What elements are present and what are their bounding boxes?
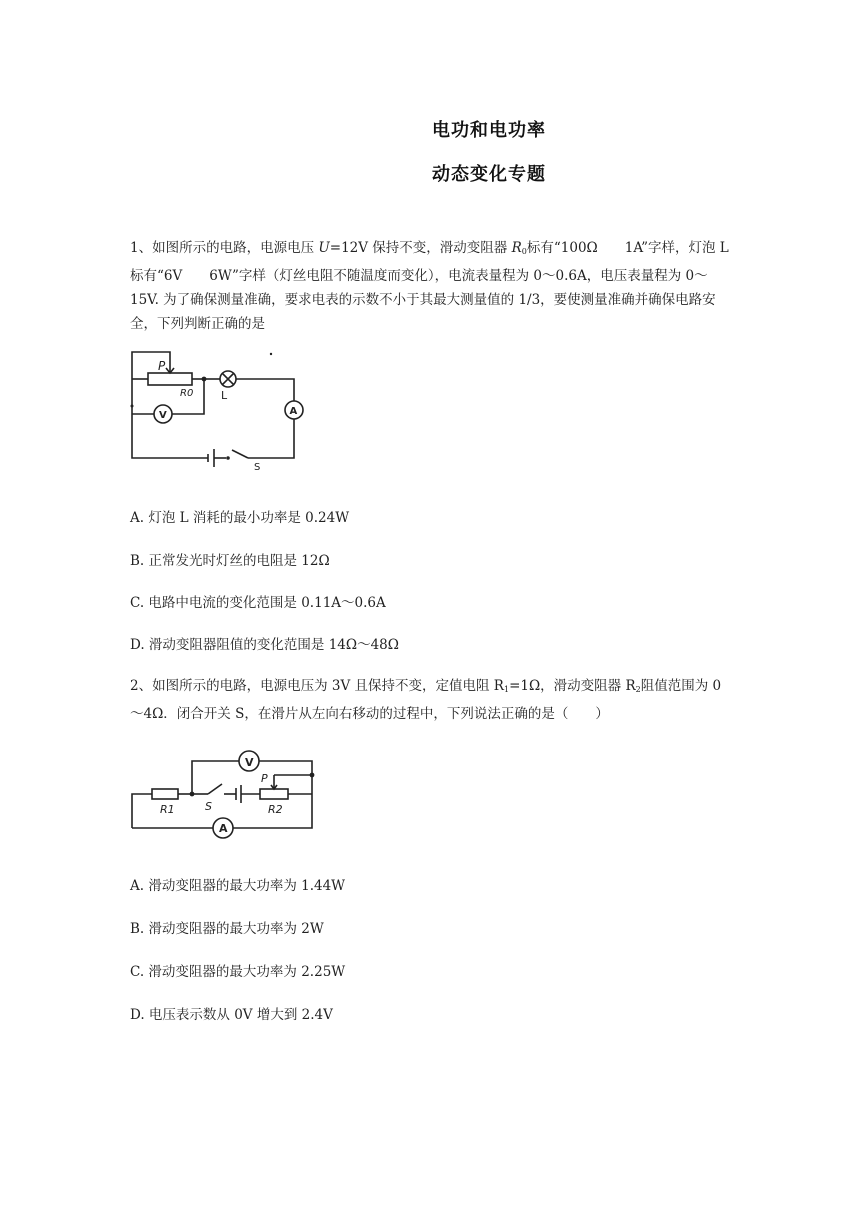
q2-text-part: 2、如图所示的电路，电源电压为 3V 且保持不变，定值电阻 R: [130, 678, 504, 694]
question-1-text: [130, 236, 730, 336]
q2-text-part: =1Ω，滑动变阻器 R: [509, 678, 636, 694]
q1-text-part: =12V 保持不变，滑动变阻器: [329, 240, 512, 256]
q2-r1-subscript: 1: [503, 685, 510, 694]
q1-resistor-subscript: 0: [521, 247, 527, 256]
label-ammeter-2: A: [219, 822, 228, 835]
title-electric-work: 电功和电功率: [432, 120, 546, 141]
label-r1: R1: [160, 803, 175, 816]
q2-option-b: B. 滑动变阻器的最大功率为 2W: [130, 921, 324, 937]
label-ammeter: A: [289, 406, 298, 417]
label-voltmeter: V: [159, 410, 167, 421]
q1-option-c: C. 电路中电流的变化范围是 0.11A～0.6A: [130, 595, 386, 611]
label-r2: R2: [268, 803, 283, 816]
label-switch-s: S: [254, 462, 261, 473]
q2-text-part: 阻值范围为 0～4Ω．闭合开关 S，在滑片从左向右移动的过程中，下列说法正确的是（ ）: [130, 678, 722, 722]
q1-option-d: D. 滑动变阻器阻值的变化范围是 14Ω～48Ω: [130, 637, 399, 653]
q2-option-c: C. 滑动变阻器的最大功率为 2.25W: [130, 964, 346, 980]
q2-option-a: A. 滑动变阻器的最大功率为 1.44W: [130, 878, 346, 894]
label-p-slider: P: [158, 359, 166, 373]
q1-resistor-symbol: R: [511, 240, 522, 256]
q1-text-part: 标有“100Ω 1A”字样，灯泡 L 标有“6V 6W”字样（灯丝电阻不随温度而变化），电流表量程为 0～0.6A，电压表量程为 0～15V. 为了确保测量准确，要求电表的示数不小于其最大测量值的 1/3，要使测量准确并确保电路安全，下列判断正确的是: [130, 240, 729, 332]
q1-option-a: A. 灯泡 L 消耗的最小功率是 0.24W: [130, 510, 350, 526]
q2-option-d: D. 电压表示数从 0V 增大到 2.4V: [130, 1007, 333, 1023]
circuit-diagram-1: [128, 346, 308, 476]
circuit-diagram-2: [128, 748, 328, 844]
label-voltmeter-2: V: [245, 756, 254, 769]
title-dynamic-topic: 动态变化专题: [432, 164, 546, 185]
question-2-text: [130, 674, 730, 726]
label-switch-s-2: S: [205, 800, 212, 813]
label-r0: R0: [180, 388, 194, 399]
label-p-slider-2: P: [261, 772, 268, 785]
q1-option-b: B. 正常发光时灯丝的电阻是 12Ω: [130, 553, 330, 569]
q2-r2-subscript: 2: [635, 685, 641, 694]
q1-voltage-symbol: U: [318, 240, 330, 256]
q1-text-part: 1、如图所示的电路，电源电压: [130, 240, 319, 256]
label-lamp-l: L: [221, 389, 228, 402]
